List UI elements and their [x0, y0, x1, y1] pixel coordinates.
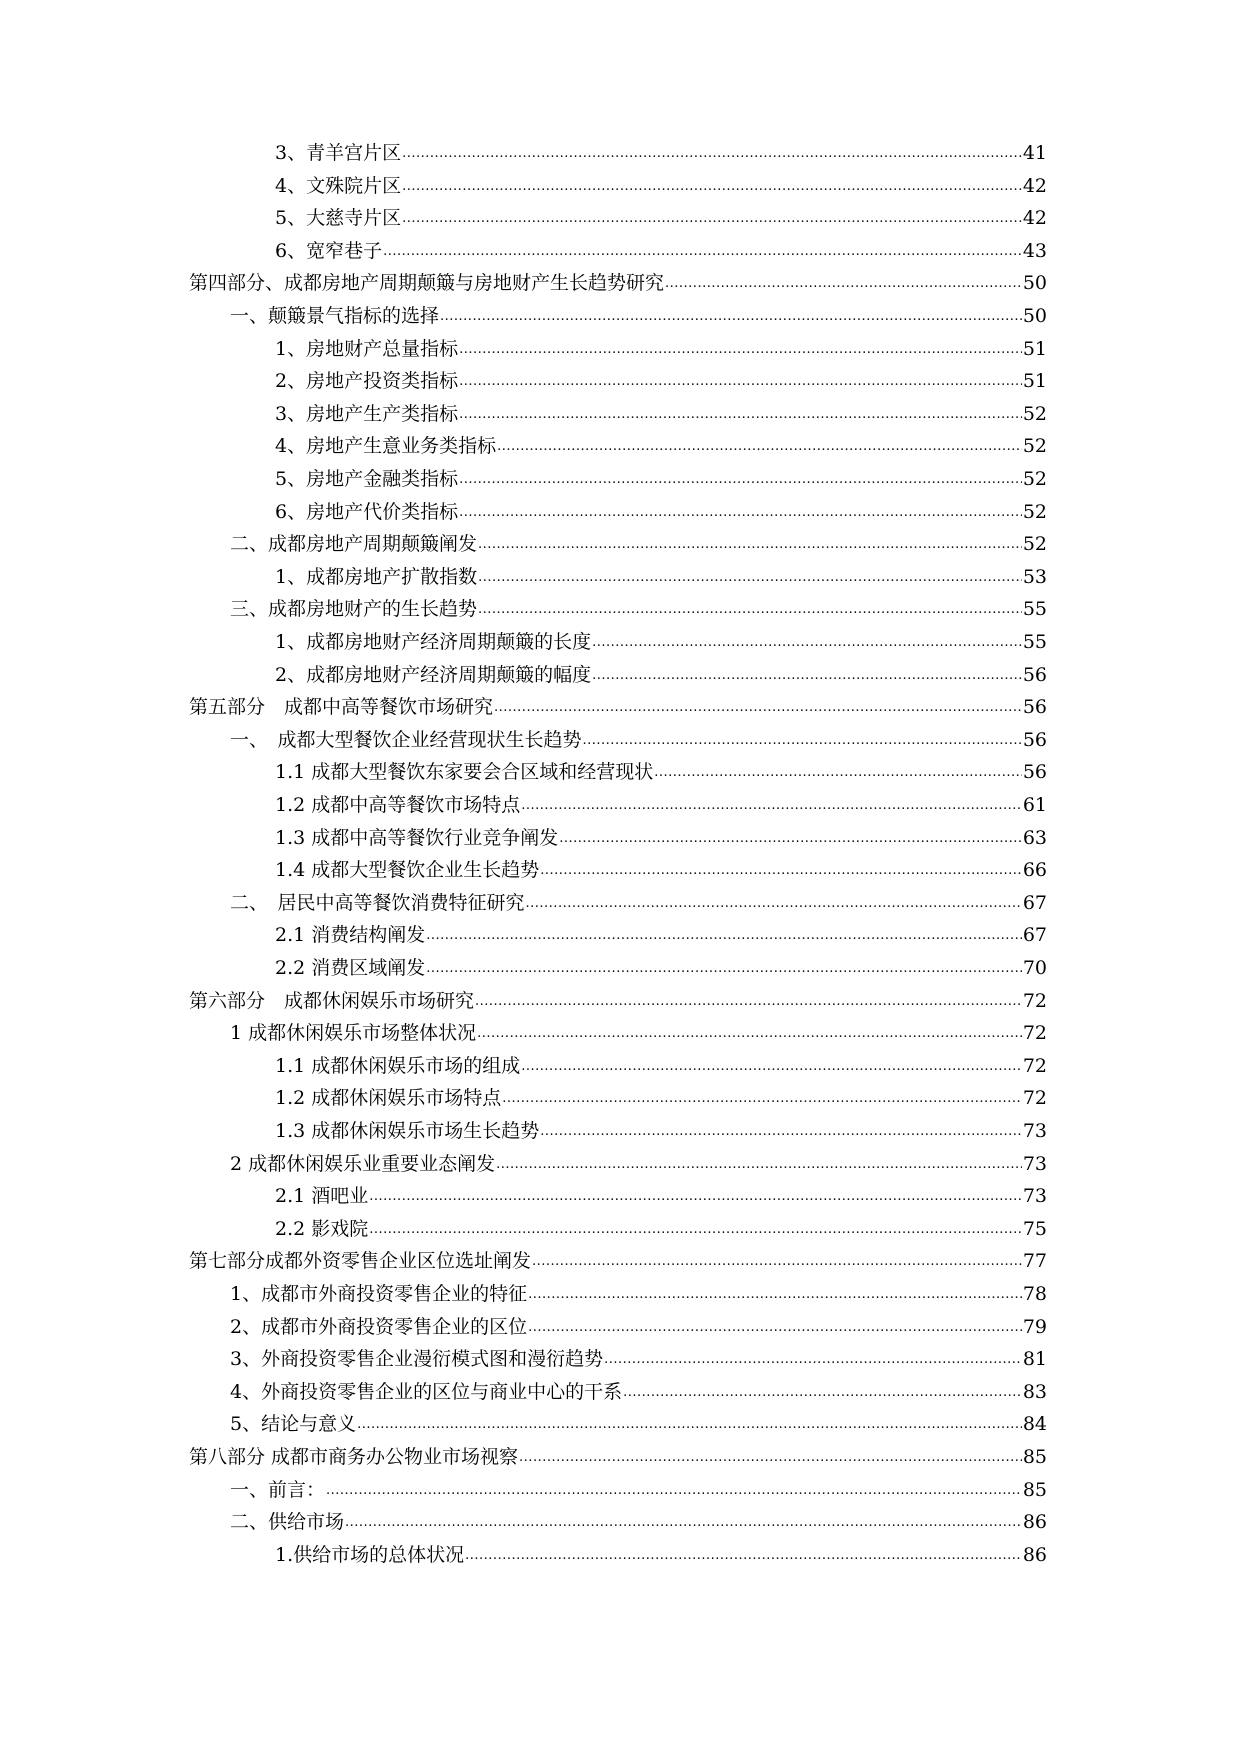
- toc-dot-leader: [459, 373, 1022, 391]
- toc-entry-label: 4、文殊院片区: [275, 174, 402, 197]
- toc-entry-label: 1 成都休闲娱乐市场整体状况: [230, 1022, 477, 1045]
- toc-entry[interactable]: [275, 816, 1047, 849]
- toc-entry-page-number: 42: [1022, 174, 1047, 197]
- toc-entry[interactable]: [275, 424, 1047, 457]
- toc-entry[interactable]: [230, 718, 1047, 751]
- toc-entry-page-number: 73: [1022, 1120, 1047, 1142]
- toc-entry-label: 2.2 消费区域阐发: [275, 957, 426, 979]
- toc-dot-leader: [496, 1156, 1022, 1174]
- toc-entry-page-number: 52: [1022, 468, 1047, 490]
- toc-entry-page-number: 72: [1022, 989, 1047, 1012]
- toc-dot-leader: [383, 243, 1022, 261]
- toc-entry-label: 5、大慈寺片区: [275, 207, 402, 230]
- toc-dot-leader: [604, 1351, 1022, 1369]
- toc-dot-leader: [665, 275, 1022, 293]
- toc-dot-leader: [519, 1449, 1022, 1467]
- toc-entry-label: 5、结论与意义: [230, 1413, 357, 1436]
- toc-dot-leader: [440, 308, 1022, 326]
- toc-dot-leader: [369, 1221, 1022, 1239]
- toc-dot-leader: [478, 569, 1022, 587]
- toc-entry[interactable]: [275, 1207, 1047, 1240]
- toc-dot-leader: [528, 1319, 1022, 1337]
- toc-entry[interactable]: [189, 685, 1047, 718]
- toc-entry[interactable]: [275, 229, 1047, 262]
- toc-entry-label: 1.2 成都中高等餐饮市场特点: [275, 794, 521, 816]
- toc-entry[interactable]: [230, 1402, 1047, 1435]
- toc-entry-page-number: 78: [1022, 1283, 1047, 1305]
- toc-entry-label: 第五部分 成都中高等餐饮市场研究: [189, 696, 494, 719]
- toc-entry-label: 2、成都房地财产经济周期颠簸的幅度: [275, 663, 592, 686]
- toc-dot-leader: [357, 1416, 1022, 1434]
- toc-entry-page-number: 52: [1022, 435, 1047, 458]
- toc-entry[interactable]: [275, 783, 1047, 816]
- toc-entry-page-number: 67: [1022, 924, 1047, 947]
- toc-entry-page-number: 56: [1022, 663, 1047, 686]
- toc-entry[interactable]: [189, 1239, 1047, 1272]
- toc-entry-page-number: 55: [1022, 631, 1047, 653]
- toc-entry[interactable]: [275, 1109, 1047, 1142]
- toc-entry[interactable]: [230, 1370, 1047, 1403]
- toc-entry-label: 6、房地产代价类指标: [275, 500, 459, 523]
- toc-entry-page-number: 52: [1022, 500, 1047, 523]
- toc-dot-leader: [532, 1253, 1022, 1271]
- toc-dot-leader: [465, 1547, 1022, 1565]
- toc-entry-page-number: 50: [1022, 272, 1047, 295]
- toc-dot-leader: [526, 895, 1022, 913]
- toc-dot-leader: [369, 1188, 1022, 1206]
- toc-entry[interactable]: [275, 196, 1047, 229]
- toc-entry-label: 第六部分 成都休闲娱乐市场研究: [189, 989, 475, 1012]
- toc-entry-label: 1.1 成都休闲娱乐市场的组成: [275, 1054, 521, 1077]
- toc-entry-label: 5、房地产金融类指标: [275, 468, 459, 490]
- toc-entry[interactable]: [275, 359, 1047, 392]
- toc-entry[interactable]: [230, 1468, 1047, 1501]
- toc-entry-label: 4、外商投资零售企业的区位与商业中心的干系: [230, 1380, 623, 1403]
- toc-entry[interactable]: [275, 457, 1047, 490]
- toc-dot-leader: [540, 1123, 1022, 1141]
- toc-entry-page-number: 77: [1022, 1250, 1047, 1273]
- toc-dot-leader: [402, 145, 1022, 163]
- toc-entry[interactable]: [275, 750, 1047, 783]
- toc-entry-page-number: 61: [1022, 794, 1047, 816]
- toc-dot-leader: [459, 471, 1022, 489]
- toc-entry-page-number: 72: [1022, 1087, 1047, 1110]
- toc-entry-label: 1.3 成都中高等餐饮行业竞争阐发: [275, 826, 559, 849]
- toc-dot-leader: [540, 862, 1022, 880]
- toc-entry-label: 第七部分成都外资零售企业区位选址阐发: [189, 1250, 532, 1273]
- toc-entry-label: 三、成都房地财产的生长趋势: [230, 598, 478, 621]
- toc-entry[interactable]: [230, 522, 1047, 555]
- toc-entry-label: 1.1 成都大型餐饮东家要会合区域和经营现状: [275, 761, 654, 784]
- toc-entry-page-number: 70: [1022, 957, 1047, 979]
- toc-entry-page-number: 51: [1022, 370, 1047, 393]
- toc-entry[interactable]: [275, 392, 1047, 425]
- toc-entry-label: 二、供给市场: [230, 1511, 345, 1534]
- toc-entry[interactable]: [230, 1305, 1047, 1338]
- toc-dot-leader: [477, 1025, 1022, 1043]
- toc-dot-leader: [459, 406, 1022, 424]
- toc-dot-leader: [521, 1058, 1022, 1076]
- toc-dot-leader: [326, 1482, 1022, 1500]
- toc-dot-leader: [478, 601, 1022, 619]
- toc-dot-leader: [402, 178, 1022, 196]
- toc-entry-label: 3、外商投资零售企业漫衍模式图和漫衍趋势: [230, 1348, 604, 1371]
- toc-entry-page-number: 73: [1022, 1185, 1047, 1208]
- toc-entry-label: 6、宽窄巷子: [275, 239, 383, 262]
- toc-entry[interactable]: [275, 1174, 1047, 1207]
- toc-entry[interactable]: [275, 131, 1047, 164]
- toc-entry[interactable]: [230, 1337, 1047, 1370]
- toc-entry-label: 1、房地财产总量指标: [275, 337, 459, 360]
- toc-entry[interactable]: [275, 164, 1047, 197]
- toc-entry-label: 2、房地产投资类指标: [275, 370, 459, 393]
- toc-entry-page-number: 53: [1022, 565, 1047, 588]
- toc-entry-label: 第四部分、成都房地产周期颠簸与房地财产生长趋势研究: [189, 272, 665, 295]
- toc-dot-leader: [497, 438, 1022, 456]
- toc-dot-leader: [528, 1286, 1022, 1304]
- toc-entry-page-number: 73: [1022, 1152, 1047, 1175]
- toc-entry-page-number: 72: [1022, 1022, 1047, 1045]
- toc-entry-page-number: 52: [1022, 533, 1047, 556]
- toc-entry-page-number: 42: [1022, 207, 1047, 230]
- toc-dot-leader: [426, 960, 1022, 978]
- toc-entry[interactable]: [189, 261, 1047, 294]
- toc-dot-leader: [623, 1384, 1022, 1402]
- toc-dot-leader: [475, 993, 1022, 1011]
- toc-entry-page-number: 72: [1022, 1054, 1047, 1077]
- toc-entry-page-number: 43: [1022, 239, 1047, 262]
- toc-dot-leader: [459, 341, 1022, 359]
- toc-entry-label: 4、房地产生意业务类指标: [275, 435, 497, 458]
- toc-entry-label: 1.3 成都休闲娱乐市场生长趋势: [275, 1120, 540, 1142]
- toc-entry-label: 3、青羊宫片区: [275, 142, 402, 164]
- toc-entry-page-number: 81: [1022, 1348, 1047, 1371]
- toc-entry-page-number: 85: [1022, 1446, 1047, 1468]
- toc-entry-label: 2.2 影戏院: [275, 1217, 369, 1240]
- toc-entry[interactable]: [275, 620, 1047, 653]
- toc-entry-label: 3、房地产生产类指标: [275, 402, 459, 425]
- toc-entry[interactable]: [275, 913, 1047, 946]
- toc-entry-page-number: 85: [1022, 1478, 1047, 1501]
- toc-entry-page-number: 56: [1022, 696, 1047, 719]
- toc-entry-page-number: 79: [1022, 1315, 1047, 1338]
- toc-entry[interactable]: [230, 1142, 1047, 1175]
- toc-entry-label: 一、颠簸景气指标的选择: [230, 305, 440, 327]
- toc-dot-leader: [345, 1514, 1022, 1532]
- toc-entry[interactable]: [275, 1533, 1047, 1566]
- toc-entry-label: 1.2 成都休闲娱乐市场特点: [275, 1087, 502, 1110]
- toc-entry-label: 二、 居民中高等餐饮消费特征研究: [230, 891, 525, 914]
- toc-entry-page-number: 86: [1022, 1543, 1047, 1566]
- toc-dot-leader: [592, 667, 1022, 685]
- toc-entry-label: 一、前言：: [230, 1478, 326, 1501]
- toc-entry[interactable]: [275, 1044, 1047, 1077]
- toc-entry[interactable]: [230, 1272, 1047, 1305]
- toc-entry[interactable]: [230, 1500, 1047, 1533]
- toc-entry-page-number: 52: [1022, 402, 1047, 425]
- toc-entry[interactable]: [230, 294, 1047, 327]
- toc-entry-page-number: 63: [1022, 826, 1047, 849]
- toc-entry[interactable]: [189, 979, 1047, 1012]
- toc-dot-leader: [494, 699, 1022, 717]
- toc-entry-label: 1.供给市场的总体状况: [275, 1543, 465, 1566]
- toc-entry-label: 2.1 消费结构阐发: [275, 924, 426, 947]
- toc-entry[interactable]: [275, 555, 1047, 588]
- toc-entry-page-number: 67: [1022, 891, 1047, 914]
- toc-entry-label: 1、成都房地产扩散指数: [275, 565, 478, 588]
- toc-entry[interactable]: [275, 848, 1047, 881]
- toc-dot-leader: [521, 797, 1022, 815]
- toc-dot-leader: [654, 764, 1022, 782]
- toc-entry-page-number: 86: [1022, 1511, 1047, 1534]
- toc-entry[interactable]: [275, 653, 1047, 686]
- toc-entry-page-number: 50: [1022, 305, 1047, 327]
- toc-entry[interactable]: [275, 1076, 1047, 1109]
- toc-entry[interactable]: [275, 946, 1047, 979]
- toc-entry-label: 1、成都市外商投资零售企业的特征: [230, 1283, 528, 1305]
- toc-entry-label: 第八部分 成都市商务办公物业市场视察: [189, 1446, 519, 1468]
- toc-dot-leader: [592, 634, 1022, 652]
- toc-entry-page-number: 84: [1022, 1413, 1047, 1436]
- toc-entry-label: 2、成都市外商投资零售企业的区位: [230, 1315, 528, 1338]
- toc-entry[interactable]: [230, 1011, 1047, 1044]
- toc-entry[interactable]: [189, 1435, 1047, 1468]
- toc-entry-page-number: 51: [1022, 337, 1047, 360]
- toc-dot-leader: [459, 504, 1022, 522]
- toc-entry[interactable]: [275, 490, 1047, 523]
- toc-dot-leader: [502, 1090, 1022, 1108]
- toc-entry-page-number: 56: [1022, 728, 1047, 751]
- toc-dot-leader: [478, 536, 1022, 554]
- toc-entry-page-number: 41: [1022, 142, 1047, 164]
- toc-dot-leader: [583, 732, 1022, 750]
- toc-dot-leader: [402, 210, 1022, 228]
- toc-entry-page-number: 56: [1022, 761, 1047, 784]
- toc-entry-label: 1、成都房地财产经济周期颠簸的长度: [275, 631, 592, 653]
- toc-entry[interactable]: [275, 327, 1047, 360]
- toc-entry-page-number: 66: [1022, 859, 1047, 882]
- toc-entry-page-number: 55: [1022, 598, 1047, 621]
- toc-entry[interactable]: [230, 881, 1047, 914]
- toc-entry-page-number: 83: [1022, 1380, 1047, 1403]
- toc-entry[interactable]: [230, 587, 1047, 620]
- toc-entry-label: 2 成都休闲娱乐业重要业态阐发: [230, 1152, 496, 1175]
- toc-entry-label: 1.4 成都大型餐饮企业生长趋势: [275, 859, 540, 882]
- toc-entry-label: 2.1 酒吧业: [275, 1185, 369, 1208]
- toc-entry-label: 二、成都房地产周期颠簸阐发: [230, 533, 478, 556]
- toc-entry-label: 一、 成都大型餐饮企业经营现状生长趋势: [230, 728, 582, 751]
- toc-dot-leader: [559, 830, 1022, 848]
- toc-entry-page-number: 75: [1022, 1217, 1047, 1240]
- toc-dot-leader: [426, 927, 1022, 945]
